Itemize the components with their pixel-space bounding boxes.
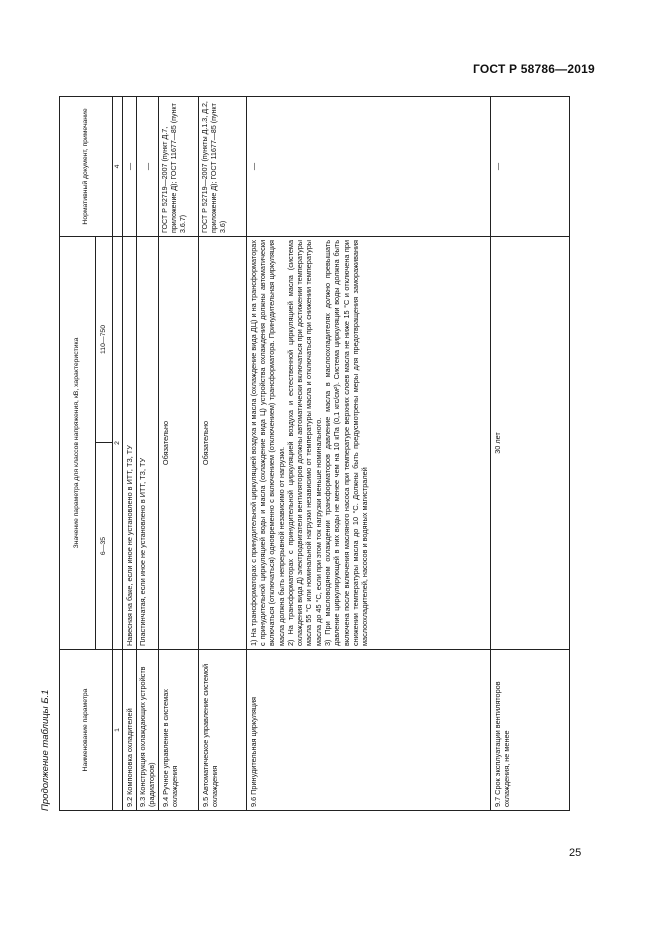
doc-cell: — [136,96,159,236]
header-norm-doc: Нормативный документ, примечание [60,96,113,236]
param-cell: 9.2 Компоновка охладителей [123,650,136,811]
param-cell: 9.5 Автоматическое управление системой охлаждения [199,650,247,811]
table-row [159,96,199,810]
column-number: 2 [113,236,123,649]
header-param-name: Наименование параметра [60,650,113,811]
page-number: 25 [569,847,582,859]
paragraph: 1) На трансформаторах с принудительной циркуляцией воздуха и масла (охлаждение вида ДЦ) и на трансформаторах с принудительной циркуляцией воды и масла (охлаждение вида Ц) устройства охлаждения должны автоматически включаться (отключаться) одновременно с включением (отключением) трансформатора. Принудительная циркуляция масла должна быть непрерывной независимо от нагрузки. [248,239,286,646]
parameters-table [59,96,570,811]
value-cell: Навесная на баке, если иное не установлено в ИТТ, ТЗ, ТУ [123,236,136,649]
value-cell [247,236,491,649]
header-sub-110-750: 110—750 [96,236,113,442]
paragraph: 3) При масловодяном охлаждении трансформаторов давление масла в маслоохладителях должно превышать давление циркулирующей в них воды не менее чем на 10 кПа (0,1 кгс/см²). Система циркуляции воды должна быть включена после включения масляного насоса при температуре верхних слоев масла не ниже 15 °С и отключена при снижении температуры масла до 10 °С. Должны быть предусмотрены меры для предотвращения замораживания маслоохладителей, насосов и водяных магистралей [323,239,370,646]
table-row [199,96,247,810]
param-cell: 9.6 Принудительная циркуляция [247,650,491,811]
header-sub-6-35: 6—35 [96,443,113,650]
doc-cell: — [491,96,570,236]
param-cell: 9.7 Срок эксплуатации вентиляторов охлаждения, не менее [491,650,570,811]
doc-cell: — [123,96,136,236]
doc-cell: ГОСТ Р 52719—2007 (пункт Д.7, приложение Д); ГОСТ 11677—85 (пункт 3.6.7) [159,96,199,236]
param-cell: 9.4 Ручное управление в системах охлаждения [159,650,199,811]
doc-cell: — [247,96,491,236]
column-number: 1 [113,650,123,811]
table-row [247,96,491,810]
doc-cell: ГОСТ Р 52719—2007 (пункты Д.1.3, Д.2, приложение Д); ГОСТ 11677—85 (пункт 3.6) [199,96,247,236]
table-row [136,96,159,810]
table-row [123,96,136,810]
value-cell: Обязательно [199,236,247,649]
table-caption: Продолжение таблицы Б.1 [40,689,51,811]
header-values-group: Значение параметра для классов напряжения, кВ, характеристика [60,236,96,649]
param-cell: 9.3 Конструкция охлаждающих устройств (радиаторов) [136,650,159,811]
column-number: 4 [113,96,123,236]
standard-title: ГОСТ Р 58786—2019 [473,62,595,76]
value-cell: 30 лет [491,236,570,649]
value-cell: Пластинчатая, если иное не установлено в ИТТ, ТЗ, ТУ [136,236,159,649]
value-cell: Обязательно [159,236,199,649]
paragraph: 2) На трансформаторах с принудительной циркуляцией воздуха и естественной циркуляцией масла (система охлаждения вида Д) электродвигатели вентиляторов должны автоматически включаться при достижении температуры масла 55 °С или номинальной нагрузки независимо от температуры масла и отключаться при снижении температуры масла до 45 °С, если при этом ток нагрузки меньше номинального. [285,239,323,646]
rotated-table-area [37,97,563,811]
table-row [491,96,570,810]
